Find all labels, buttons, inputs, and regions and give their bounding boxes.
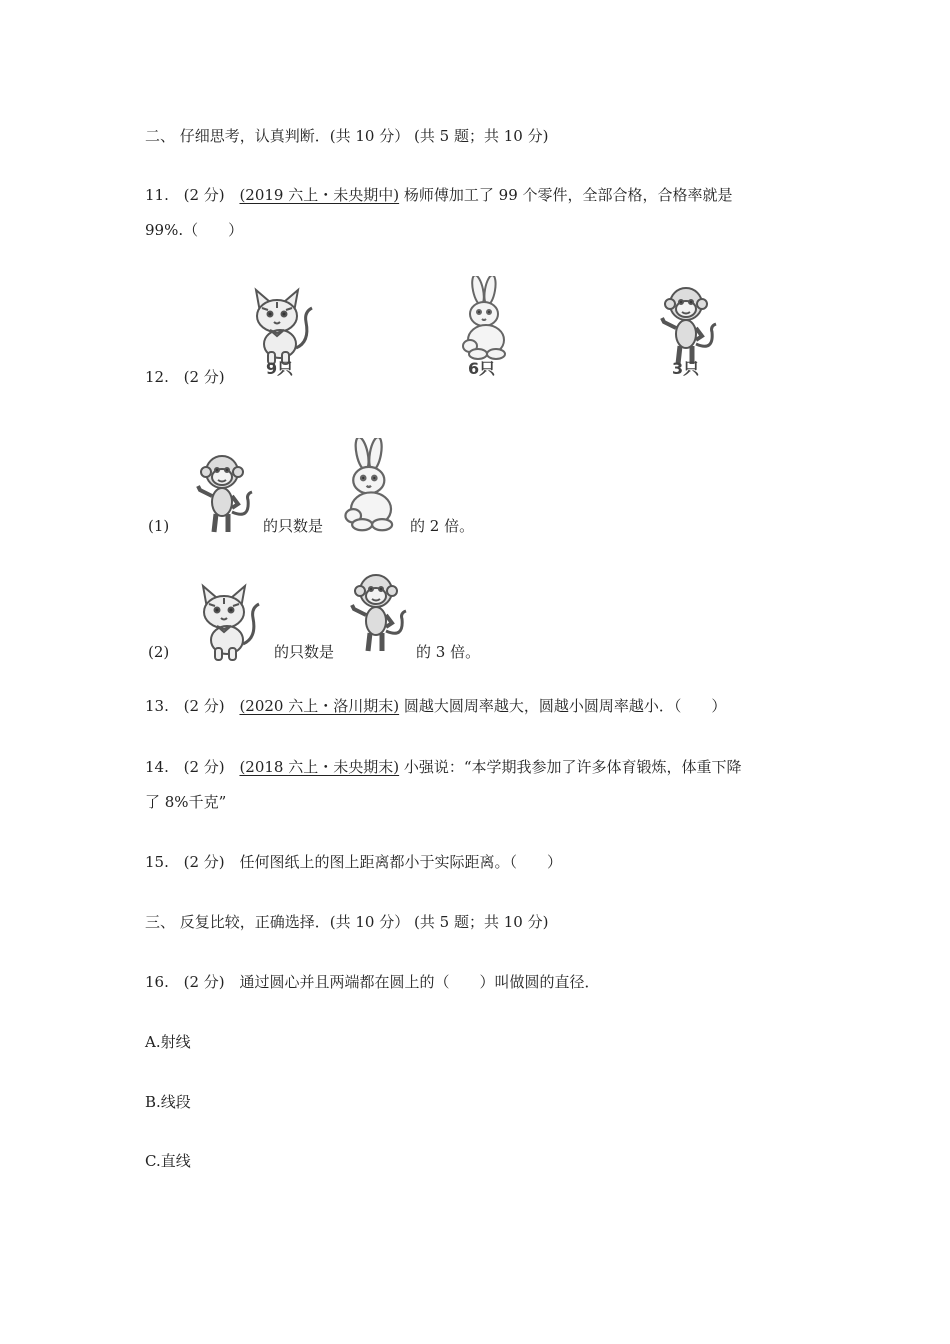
q11-text-continued: 99%.（ ）: [145, 221, 244, 239]
question-11: [145, 185, 733, 205]
q12-sub1-middle: 的只数是: [263, 517, 324, 535]
q15-text: 任何图纸上的图上距离都小于实际距离。（ ）: [239, 853, 562, 871]
section-2-heading: 二、 仔细思考，认真判断．(共 10 分） (共 5 题；共 10 分): [145, 127, 549, 145]
question-12: [145, 367, 225, 387]
monkey-icon: [348, 568, 412, 656]
q16-option-a[interactable]: A.射线: [145, 1033, 191, 1051]
q16-option-b[interactable]: B.线段: [145, 1093, 191, 1111]
q14-number: 14.: [145, 758, 169, 776]
q11-source-link[interactable]: (2019 六上・未央期中): [239, 186, 400, 204]
q15-number: 15.: [145, 853, 169, 871]
q12-number: 12.: [145, 368, 169, 386]
cat-icon: [196, 578, 268, 668]
q12-score: (2 分): [183, 368, 225, 386]
cat-count-label: 9只: [266, 359, 294, 378]
q13-number: 13.: [145, 697, 169, 715]
q16-score: (2 分): [183, 973, 225, 991]
q13-text: 圆越大圆周率越大，圆越小圆周率越小．（ ）: [403, 697, 727, 715]
q11-number: 11.: [145, 186, 169, 204]
question-14: [145, 757, 742, 777]
rabbit-icon: [456, 276, 516, 366]
q14-score: (2 分): [183, 758, 225, 776]
q12-sub2-number: (2): [148, 643, 170, 661]
q14-source-link[interactable]: (2018 六上・未央期末): [239, 758, 400, 776]
q13-source-link[interactable]: (2020 六上・洛川期末): [239, 697, 400, 715]
q11-text: 杨师傅加工了 99 个零件，全部合格，合格率就是: [403, 186, 733, 204]
question-15: [145, 852, 562, 872]
q12-sub1-end: 的 2 倍。: [410, 517, 475, 535]
q14-text: 小强说：“本学期我参加了许多体育锻炼，体重下降: [403, 758, 742, 776]
q16-text: 通过圆心并且两端都在圆上的（ ）叫做圆的直径．: [239, 973, 600, 991]
monkey-icon: [193, 450, 259, 536]
q11-score: (2 分): [183, 186, 225, 204]
rabbit-count-label: 6只: [468, 359, 496, 378]
q16-number: 16.: [145, 973, 169, 991]
q13-score: (2 分): [183, 697, 225, 715]
q12-sub2-end: 的 3 倍。: [416, 643, 481, 661]
question-16: [145, 972, 599, 992]
monkey-count-label: 3只: [672, 359, 700, 378]
section-3-heading: 三、 反复比较，正确选择．(共 10 分） (共 5 题；共 10 分): [145, 913, 549, 931]
q15-score: (2 分): [183, 853, 225, 871]
q12-sub2-middle: 的只数是: [274, 643, 335, 661]
rabbit-icon: [336, 438, 406, 538]
question-13: [145, 696, 726, 716]
q12-sub1-number: (1): [148, 517, 170, 535]
q16-option-c[interactable]: C.直线: [145, 1152, 191, 1170]
q14-text-continued: 了 8%千克”: [145, 793, 227, 811]
